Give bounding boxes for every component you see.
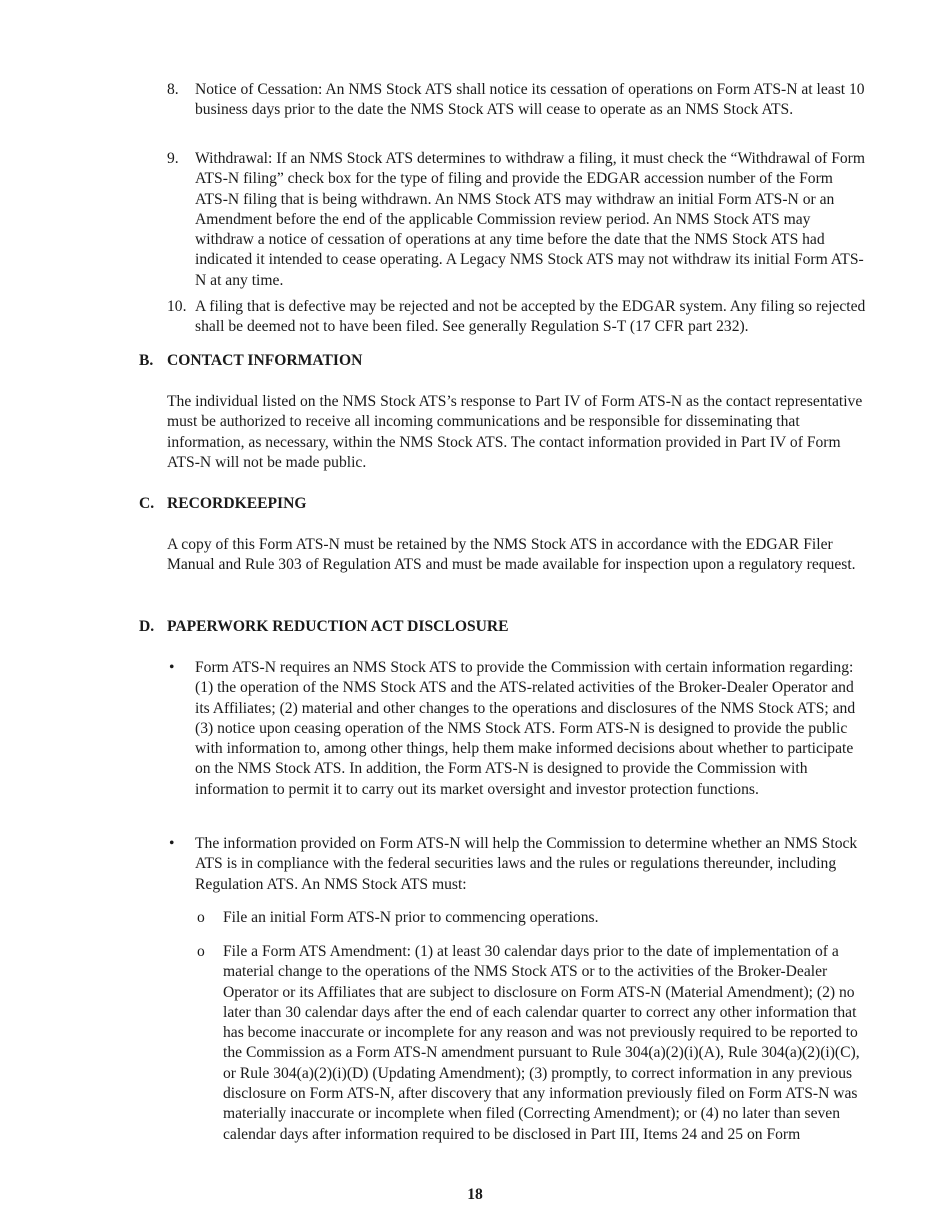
section-letter: C.: [139, 495, 155, 512]
bullet-text: The information provided on Form ATS-N will help the Commission to determine whether an NMS Stock ATS is in compliance with the federal securities laws and the rules or regulations thereunder, including Regulation ATS. An NMS Stock ATS must:: [195, 835, 858, 893]
section-body-recordkeeping: A copy of this Form ATS-N must be retained by the NMS Stock ATS in accordance with the EDGAR Filer Manual and Rule 303 of Regulation ATS and must be made available for inspection upon a regulatory request.: [167, 536, 856, 574]
sub-bullet-text: File an initial Form ATS-N prior to commencing operations.: [223, 909, 599, 926]
list-text: Withdrawal: If an NMS Stock ATS determines to withdraw a filing, it must check the “Withdrawal of Form ATS-N filing” check box for the type of filing and provide the EDGAR accession number of the Form ATS-N filing that is being withdrawn. An NMS Stock ATS may withdraw an initial Form ATS-N or an Amendment before the end of the applicable Commission review period. An NMS Stock ATS may withdraw a notice of cessation of operations at any time before the date that the NMS Stock ATS had indicated it intended to cease operating. A Legacy NMS Stock ATS may not withdraw its initial Form ATS-N at any time.: [195, 150, 866, 289]
sub-bullet-mark: o: [197, 943, 205, 960]
section-body-contact-information: The individual listed on the NMS Stock ATS’s response to Part IV of Form ATS-N as the contact representative must be authorized to receive all incoming communications and be responsible for disseminating that information, as necessary, within the NMS Stock ATS. The contact information provided in Part IV of Form ATS-N will not be made public.: [167, 393, 863, 471]
page-number: 18: [467, 1186, 483, 1203]
bullet-text: Form ATS-N requires an NMS Stock ATS to provide the Commission with certain information regarding: (1) the operation of the NMS Stock ATS and the ATS-related activities of the Broker-Dealer Operator and its Affiliates; (2) material and other changes to the operations and disclosures of the NMS Stock ATS; and (3) notice upon ceasing operation of the NMS Stock ATS. Form ATS-N is designed to provide the public with information to, among other things, help them make informed decisions about whether to participate on the NMS Stock ATS. In addition, the Form ATS-N is designed to provide the Commission with information to permit it to carry out its market oversight and investor protection functions.: [195, 659, 856, 798]
sub-bullet-mark: o: [197, 909, 205, 926]
section-title: RECORDKEEPING: [167, 495, 307, 512]
list-text: A filing that is defective may be rejected and not be accepted by the EDGAR system. Any filing so rejected shall be deemed not to have been filed. See generally Regulation S-T (17 CFR part 232).: [195, 298, 866, 336]
section-title: CONTACT INFORMATION: [167, 352, 363, 369]
list-number: 8.: [167, 81, 179, 98]
list-number: 9.: [167, 150, 179, 167]
list-number: 10.: [167, 298, 187, 315]
bullet-mark: •: [169, 835, 175, 852]
section-letter: D.: [139, 618, 155, 635]
bullet-mark: •: [169, 659, 175, 676]
list-text: Notice of Cessation: An NMS Stock ATS shall notice its cessation of operations on Form ATS-N at least 10 business days prior to the date the NMS Stock ATS will cease to operate as an NMS Stock ATS.: [195, 81, 865, 119]
sub-bullet-text: File a Form ATS Amendment: (1) at least 30 calendar days prior to the date of implementation of a material change to the operations of the NMS Stock ATS or to the activities of the Broker-Dealer Operator or its Affiliates that are subject to disclosure on Form ATS-N (Material Amendment); (2) no later than 30 calendar days after the end of each calendar quarter to correct any other information that has become inaccurate or incomplete for any reason and was not previously required to be reported to the Commission as a Form ATS-N amendment pursuant to Rule 304(a)(2)(i)(A), Rule 304(a)(2)(i)(C), or Rule 304(a)(2)(i)(D) (Updating Amendment); (3) promptly, to correct information in any previous disclosure on Form ATS-N, after discovery that any information previously filed on Form ATS-N was materially inaccurate or incomplete when filed (Correcting Amendment); or (4) no later than seven calendar days after information required to be disclosed in Part III, Items 24 and 25 on Form: [223, 943, 860, 1143]
section-title: PAPERWORK REDUCTION ACT DISCLOSURE: [167, 618, 509, 635]
section-letter: B.: [139, 352, 154, 369]
